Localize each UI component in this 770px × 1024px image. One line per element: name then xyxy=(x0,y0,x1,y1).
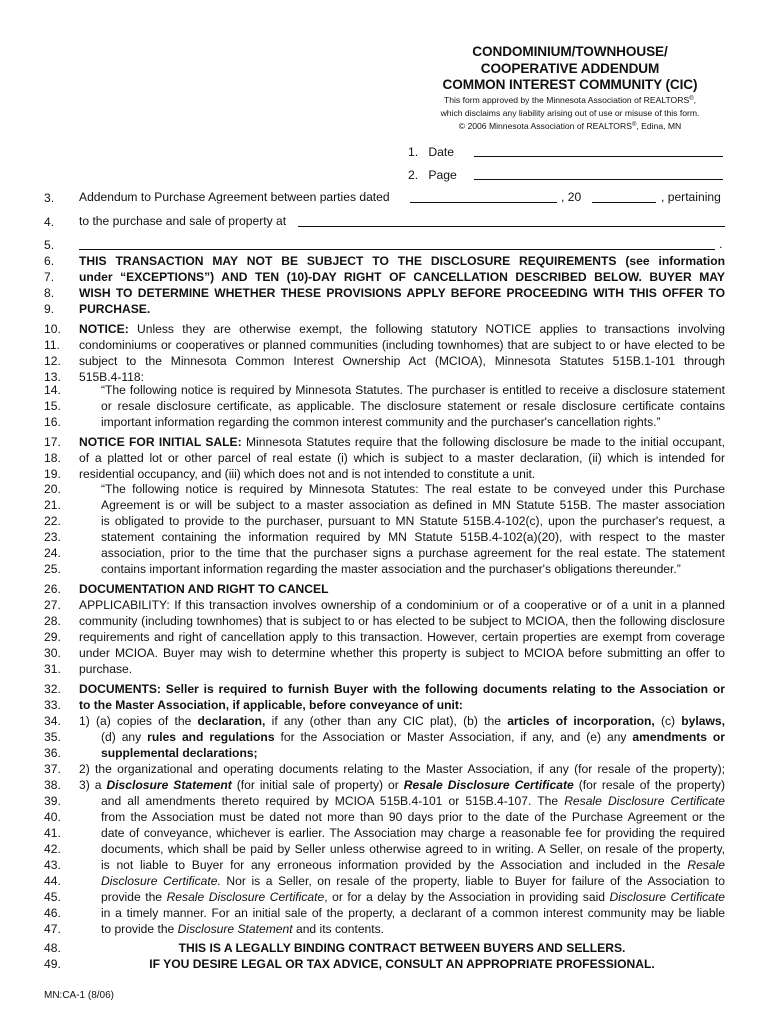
disclosure-warning: under “EXCEPTIONS”) AND TEN (10)-DAY RIGHT OF CANCELLATION DESCRIBED BELOW. BUYER MAY xyxy=(79,270,725,284)
section-heading: DOCUMENTATION AND RIGHT TO CANCEL xyxy=(79,582,329,596)
line-number: 30. xyxy=(44,646,61,660)
line-number: 32. xyxy=(44,682,61,696)
date-input-line[interactable] xyxy=(474,145,723,157)
statutory-notice-quote: important information regarding the common interest community and the purchaser's cancellation rights.” xyxy=(101,415,661,429)
liability-note: which disclaims any liability arising out of use or misuse of this form. xyxy=(440,107,700,118)
initial-sale-notice: NOTICE FOR INITIAL SALE: Minnesota Statutes require that the following disclosure be made to the initial occupant, xyxy=(79,435,725,449)
documents-list-item-3: 3) a Disclosure Statement (for initial sale of property) or Resale Disclosure Certificate (for resale of the property) xyxy=(79,778,726,792)
property-address-continued-line[interactable] xyxy=(79,238,715,250)
documents-list-item-3: in a timely manner. For an initial sale of the property, a declarant of a common interest community may be liable xyxy=(101,906,725,920)
line-number: 23. xyxy=(44,530,61,544)
documents-heading: to the Master Association, if applicable, before conveyance of unit: xyxy=(79,698,463,712)
form-title-line-2: COOPERATIVE ADDENDUM xyxy=(480,60,660,76)
line-number: 11. xyxy=(44,338,60,352)
line-number: 34. xyxy=(44,714,61,728)
notice-paragraph: condominiums or cooperatives or planned communities (including townhomes) that are subject to or have elected to be xyxy=(79,338,725,352)
initial-sale-notice: of a platted lot or other parcel of real estate (i) which is subject to a master declaration, (ii) which is intended for xyxy=(79,451,725,465)
applicability-paragraph: purchase. xyxy=(79,662,133,676)
line-number: 25. xyxy=(44,562,61,576)
line-number: 37. xyxy=(44,762,61,776)
line-number: 6. xyxy=(44,254,55,268)
documents-list-item-3: to provide the Disclosure Statement and its contents. xyxy=(101,922,385,936)
period: . xyxy=(719,237,723,251)
line-number: 20. xyxy=(44,482,61,496)
page-field-row: 2. Page xyxy=(408,168,457,182)
documents-list-item-2: 2) the organizational and operating documents relating to the Master Association, if any (for resale of the property); xyxy=(79,762,725,776)
date-label: Date xyxy=(428,145,455,159)
disclosure-warning: THIS TRANSACTION MAY NOT BE SUBJECT TO THE DISCLOSURE REQUIREMENTS (see information xyxy=(79,254,725,268)
notice-paragraph: subject to the Minnesota Common Interest Ownership Act (MCIOA), Minnesota Statutes 515B.1-101 through xyxy=(79,354,725,368)
line-number: 40. xyxy=(44,810,61,824)
documents-list-item-3: documents, which shall be paid by Seller unless otherwise agreed to in writing. A Seller, on resale of the property, xyxy=(101,842,725,856)
notice-paragraph: NOTICE: Unless they are otherwise exempt, the following statutory NOTICE applies to transactions involving xyxy=(79,322,725,336)
form-title-line-1: CONDOMINIUM/TOWNHOUSE/ xyxy=(472,44,668,59)
documents-list-item-1: (d) any rules and regulations for the Association or Master Association, if any, and (e) any amendments or xyxy=(101,730,726,744)
line-number: 31. xyxy=(44,662,61,676)
line-number: 45. xyxy=(44,890,61,904)
year-prefix: , 20 xyxy=(561,190,582,204)
agreement-date-input-line[interactable] xyxy=(410,191,557,203)
legal-advice-notice: IF YOU DESIRE LEGAL OR TAX ADVICE, CONSULT AN APPROPRIATE PROFESSIONAL. xyxy=(149,957,655,971)
documents-heading: DOCUMENTS: Seller is required to furnish Buyer with the following documents relating to the Association or xyxy=(79,682,725,696)
line-number: 48. xyxy=(44,941,61,955)
master-association-quote: contains important information regarding the master association and the purchaser's obligations thereunder.” xyxy=(101,562,681,576)
initial-sale-notice: residential occupancy, and (iii) which does not and is not intended to constitute a unit. xyxy=(79,467,536,481)
statutory-notice-quote: “The following notice is required by Minnesota Statutes. The purchaser is entitled to receive a disclosure statement xyxy=(101,383,725,397)
notice-paragraph: 515B.4-118: xyxy=(79,370,144,384)
line-number: 47. xyxy=(44,922,61,936)
line-number: 12. xyxy=(44,354,61,368)
page-label: Page xyxy=(428,168,457,182)
disclosure-warning: WISH TO DETERMINE WHETHER THESE PROVISIONS APPLY BEFORE PROCEEDING WITH THIS OFFER TO xyxy=(79,286,725,300)
line-number: 10. xyxy=(44,322,61,336)
form-header xyxy=(400,44,740,133)
master-association-quote: “The following notice is required by Minnesota Statutes: The real estate to be conveyed under this Purchase xyxy=(101,482,725,496)
documents-list-item-3: is not liable to Buyer for any erroneous information provided by the Association and included in the Resale xyxy=(101,858,725,872)
line-number: 9. xyxy=(44,302,55,316)
applicability-paragraph: APPLICABILITY: If this transaction involves ownership of a condominium or of a cooperative or of a unit in a planned xyxy=(79,598,725,612)
line-number: 43. xyxy=(44,858,61,872)
applicability-paragraph: requirements and right of cancellation apply to this transaction. However, certain properties are exempt from coverage xyxy=(79,630,725,644)
line-number: 44. xyxy=(44,874,61,888)
line-number: 46. xyxy=(44,906,61,920)
documents-list-item-3: and all amendments thereto required by MCIOA 515B.4-101 or 515B.4-107. The Resale Disclosure Certificate xyxy=(101,794,725,808)
line-number: 35. xyxy=(44,730,61,744)
property-label: to the purchase and sale of property at xyxy=(79,214,287,228)
property-address-input-line[interactable] xyxy=(298,215,725,227)
documents-list-item-3: date of conveyance, whichever is earlier. The Association may charge a reasonable fee for providing the required xyxy=(101,826,725,840)
line-number: 38. xyxy=(44,778,61,792)
line-number: 8. xyxy=(44,286,55,300)
documents-list-item-1: supplemental declarations; xyxy=(101,746,258,760)
applicability-paragraph: under MCIOA. Buyer may wish to determine whether this property is subject to MCIOA before submitting an offer to xyxy=(79,646,725,660)
year-input-line[interactable] xyxy=(592,191,656,203)
copyright-note: © 2006 Minnesota Association of REALTORS®, Edina, MN xyxy=(458,120,682,131)
line-number: 17. xyxy=(44,435,61,449)
line-number: 24. xyxy=(44,546,61,560)
pertaining-label: , pertaining xyxy=(661,190,721,204)
master-association-quote: statement containing the information required by MN Statute 515B.4-102(a)(20), with respect to the master xyxy=(101,530,725,544)
line-number: 22. xyxy=(44,514,61,528)
line-number: 49. xyxy=(44,957,61,971)
date-field-row: 1. Date xyxy=(408,145,455,159)
line-number: 33. xyxy=(44,698,61,712)
line-number: 14. xyxy=(44,383,61,397)
line-number: 16. xyxy=(44,415,61,429)
line-number: 18. xyxy=(44,451,61,465)
line-number: 13. xyxy=(44,370,61,384)
approval-note: This form approved by the Minnesota Association of REALTORS®, xyxy=(443,94,696,105)
binding-contract-notice: THIS IS A LEGALLY BINDING CONTRACT BETWEEN BUYERS AND SELLERS. xyxy=(178,941,626,955)
documents-list-item-3: provide the Resale Disclosure Certificate, or for a delay by the Association in providing said Disclosure Certificate xyxy=(101,890,725,904)
applicability-paragraph: community (including townhomes) that is subject to or has elected to be subject to MCIOA, then the following disclosure xyxy=(79,614,725,628)
statutory-notice-quote: or resale disclosure certificate, as applicable. The disclosure statement or resale disclosure certificate contains xyxy=(101,399,725,413)
line-number: 4. xyxy=(44,215,55,229)
master-association-quote: is obligated to provide to the purchaser, pursuant to MN Statute 515B.4-102(c), upon the purchaser's request, a xyxy=(101,514,725,528)
master-association-quote: association, prior to the time that the purchaser signs a purchase agreement for the real estate. The statement xyxy=(101,546,725,560)
line-number: 3. xyxy=(44,191,55,205)
line-number: 41. xyxy=(44,826,61,840)
line-number: 42. xyxy=(44,842,61,856)
line-number: 7. xyxy=(44,270,55,284)
disclosure-warning: PURCHASE. xyxy=(79,302,151,316)
line-number: 19. xyxy=(44,467,61,481)
agreement-dated-label: Addendum to Purchase Agreement between parties dated xyxy=(79,190,390,204)
line-number: 27. xyxy=(44,598,61,612)
line-number: 5. xyxy=(44,238,55,252)
documents-list-item-3: Disclosure Certificate. Nor is a Seller, on resale of the property, liable to Buyer for failure of the Association to xyxy=(101,874,725,888)
documents-list-item-1: 1) (a) copies of the declaration, if any (other than any CIC plat), (b) the articles of incorporation, (c) bylaws, xyxy=(79,714,725,728)
line-number: 39. xyxy=(44,794,61,808)
form-title-line-3: COMMON INTEREST COMMUNITY (CIC) xyxy=(442,77,698,92)
line-number: 15. xyxy=(44,399,61,413)
line-number: 26. xyxy=(44,582,61,596)
line-number: 29. xyxy=(44,630,61,644)
line-number: 36. xyxy=(44,746,61,760)
form-id: MN:CA-1 (8/06) xyxy=(44,990,115,1001)
page-input-line[interactable] xyxy=(474,168,723,180)
documents-list-item-3: from the Association must be dated not more than 90 days prior to the date of the Purchase Agreement or the xyxy=(101,810,725,824)
master-association-quote: Agreement is or will be subject to a master association as defined in MN Statute 515B. The master association xyxy=(101,498,725,512)
line-number: 28. xyxy=(44,614,61,628)
line-number: 21. xyxy=(44,498,61,512)
